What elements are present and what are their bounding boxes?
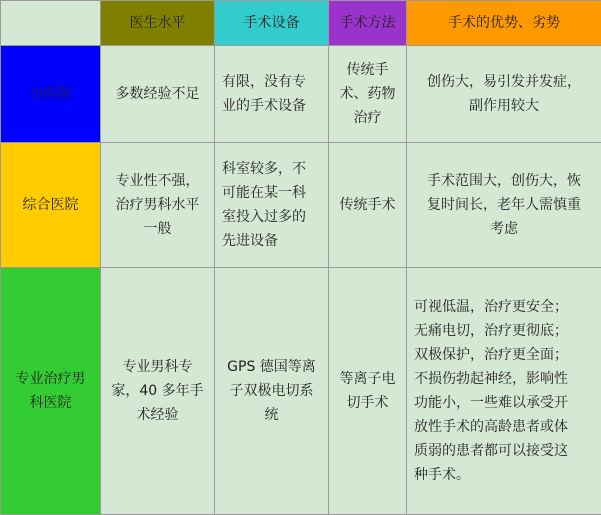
header-row	[1, 1, 601, 46]
cell-line: 治疗	[353, 110, 382, 126]
cell-doctor-level	[101, 268, 215, 515]
cell-method	[329, 46, 407, 143]
cell-line: 副作用较大	[469, 98, 539, 114]
cell-doctor-level	[101, 143, 215, 268]
row-label-line: 专业治疗男	[15, 371, 86, 387]
cell-doctor-level	[101, 46, 215, 143]
cell-line: 术、药物	[339, 86, 396, 102]
cell-line: 传统手术	[339, 197, 396, 213]
cell-method	[329, 268, 407, 515]
cell-equipment	[215, 46, 329, 143]
cell-line: 可能在某一科	[222, 185, 306, 201]
cell-line: 治疗男科水平	[115, 197, 200, 213]
cell-line: 双极保护，治疗更全面；	[414, 347, 568, 363]
header-equipment: 手术设备	[215, 1, 329, 46]
cell-line: 复时间长，老年人需慎重	[427, 197, 581, 213]
cell-line: 放性手术的高龄患者或体	[414, 419, 568, 435]
cell-line: 功能小，一些难以承受开	[414, 395, 568, 411]
cell-line: 可视低温，治疗更安全；	[414, 299, 568, 315]
cell-line: 多数经验不足	[115, 86, 200, 102]
cell-line: 一般	[143, 221, 172, 237]
row-label-general-hospital: 综合医院	[1, 143, 101, 268]
row-label-small-hospital: 小医院	[1, 46, 101, 143]
cell-line: 先进设备	[222, 233, 278, 249]
cell-equipment	[215, 268, 329, 515]
cell-line: GPS 德国等离	[227, 359, 316, 375]
cell-line: 创伤大，易引发并发症，	[427, 74, 581, 90]
cell-line: 子双极电切系	[229, 383, 314, 399]
cell-line: 无痛电切，治疗更彻底；	[414, 323, 568, 339]
cell-line: 切手术	[346, 395, 389, 411]
cell-line: 等离子电	[339, 371, 396, 387]
cell-line: 统	[264, 407, 279, 423]
cell-line: 室投入过多的	[222, 209, 306, 225]
table-row-general-hospital	[1, 143, 601, 268]
cell-equipment	[215, 143, 329, 268]
row-label-specialist-hospital	[1, 268, 101, 515]
cell-line: 传统手	[346, 62, 389, 78]
table-row-small-hospital	[1, 46, 601, 143]
cell-line: 专业男科专	[122, 359, 193, 375]
cell-advantages	[407, 268, 601, 515]
corner-cell	[1, 1, 101, 46]
cell-line: 家，40 多年手	[111, 383, 204, 399]
cell-method	[329, 143, 407, 268]
cell-line: 业的手术设备	[222, 98, 306, 114]
cell-line: 术经验	[136, 407, 179, 423]
cell-line: 专业性不强，	[115, 173, 200, 189]
row-label-line: 科医院	[29, 395, 72, 411]
cell-line: 质弱的患者都可以接受这	[414, 443, 568, 459]
cell-advantages	[407, 46, 601, 143]
cell-advantages	[407, 143, 601, 268]
table-row-specialist-hospital	[1, 268, 601, 515]
header-advantages: 手术的优势、劣势	[407, 1, 601, 46]
cell-line: 手术范围大，创伤大，恢	[427, 173, 581, 189]
cell-line: 考虑	[490, 221, 518, 237]
cell-line: 有限，没有专	[222, 74, 306, 90]
cell-line: 不损伤勃起神经，影响性	[414, 371, 568, 387]
header-doctor-level: 医生水平	[101, 1, 215, 46]
cell-line: 科室较多，不	[222, 161, 306, 177]
cell-line: 种手术。	[414, 467, 470, 483]
header-method: 手术方法	[329, 1, 407, 46]
